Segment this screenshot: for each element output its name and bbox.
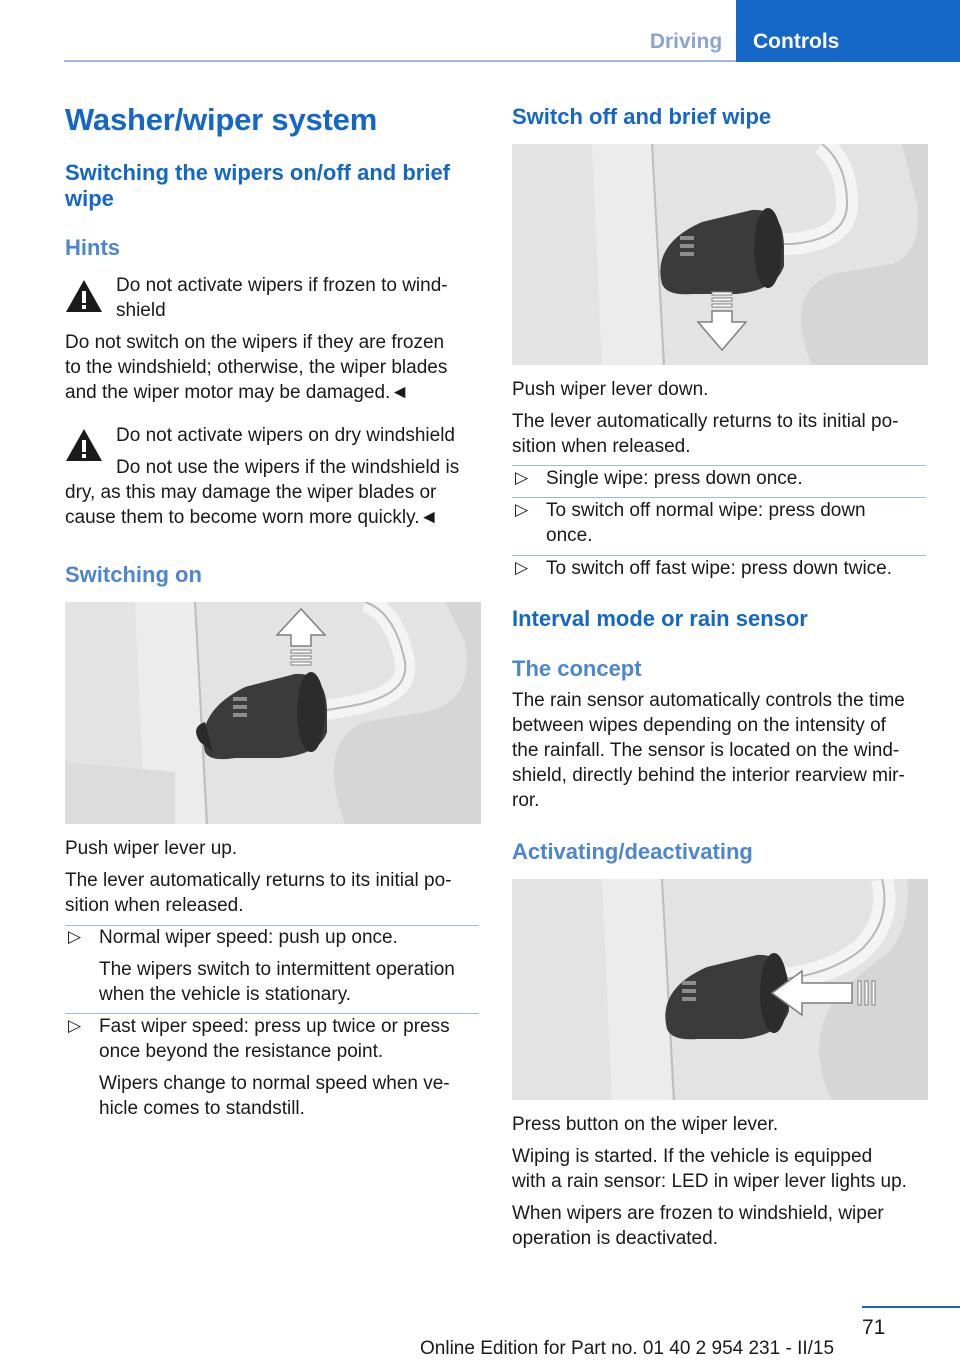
header-section-driving[interactable]: Driving [649,30,723,53]
warning1-title-line1: Do not activate wipers if frozen to wind- [116,275,448,296]
list-item-note-line2: when the vehicle is stationary. [99,984,352,1005]
wiper-lever-up-illustration [65,602,481,824]
bullet-icon: ▷ [68,1016,82,1035]
section-heading-switching: Switching the wipers on/off and brief wipe [65,160,451,211]
push-up-text: Push wiper lever up. [65,838,238,859]
concept-line5: ror. [512,790,540,811]
bullet-icon: ▷ [515,500,529,519]
switch-off-heading: Switch off and brief wipe [512,104,772,129]
concept-line3: the rainfall. The sensor is located on the wind- [512,740,900,761]
list-item-normal-speed: Normal wiper speed: push up once. [99,927,398,948]
returns-line1: The lever automatically returns to its initial po- [512,411,899,432]
footer-edition: Online Edition for Part no. 01 40 2 954 231 - II/15 [420,1338,835,1359]
frozen-line2: operation is deactivated. [512,1228,718,1249]
concept-line4: shield, directly behind the interior rearview mir- [512,765,905,786]
page-title: Washer/wiper system [65,102,378,137]
interval-heading: Interval mode or rain sensor [512,606,808,631]
bullet-icon: ▷ [515,558,529,577]
warning2-body-line1: Do not use the wipers if the windshield is [116,457,460,478]
list-item-fast-wipe-off: To switch off fast wipe: press down twice. [546,558,893,579]
concept-line2: between wipes depending on the intensity of [512,715,886,736]
hints-heading: Hints [65,235,120,260]
list-item-note-line1: The wipers switch to intermittent operation [99,959,455,980]
activating-heading: Activating/deactivating [512,839,753,864]
warning2-body-line2: dry, as this may damage the wiper blades or [65,482,437,503]
list-item-normal-wipe-off-line2: once. [546,525,593,546]
frozen-line1: When wipers are frozen to windshield, wiper [512,1203,884,1224]
warning-triangle-icon [64,427,104,463]
page-number: 71 [862,1316,886,1339]
switching-on-heading: Switching on [65,562,202,587]
warning2-title-line1: Do not activate wipers on dry windshield [116,425,456,446]
list-item-fast-speed-line1: Fast wiper speed: press up twice or press [99,1016,450,1037]
wiper-lever-button-illustration [512,879,928,1100]
returns-line2: sition when released. [512,436,691,457]
wiper-lever-down-illustration [512,144,928,365]
warning-triangle-icon [64,278,104,314]
list-item-normal-wipe-off-line1: To switch off normal wipe: press down [546,500,866,521]
header-chapter-controls[interactable]: Controls [736,0,960,62]
bullet-icon: ▷ [515,468,529,487]
warning1-title-line2: shield [116,300,166,321]
wiping-line2: with a rain sensor: LED in wiper lever lights up. [512,1171,907,1192]
bullet-icon: ▷ [68,927,82,946]
list-item-single-wipe: Single wipe: press down once. [546,468,803,489]
warning1-body-line1: Do not switch on the wipers if they are frozen [65,332,445,353]
wiping-line1: Wiping is started. If the vehicle is equipped [512,1146,873,1167]
list-item-fast-speed-line2: once beyond the resistance point. [99,1041,384,1062]
push-down-text: Push wiper lever down. [512,379,709,400]
press-button-text: Press button on the wiper lever. [512,1114,779,1135]
warning2-body-line3: cause them to become worn more quickly.◄ [65,507,439,528]
warning1-body-line2: to the windshield; otherwise, the wiper blades [65,357,448,378]
list-item-note-line1: Wipers change to normal speed when ve- [99,1073,450,1094]
footer-rule [862,1306,960,1308]
concept-line1: The rain sensor automatically controls the time [512,690,905,711]
returns-line2: sition when released. [65,895,244,916]
list-item-note-line2: hicle comes to standstill. [99,1098,305,1119]
returns-line1: The lever automatically returns to its initial po- [65,870,452,891]
concept-heading: The concept [512,656,642,681]
warning1-body-line3: and the wiper motor may be damaged.◄ [65,382,410,403]
